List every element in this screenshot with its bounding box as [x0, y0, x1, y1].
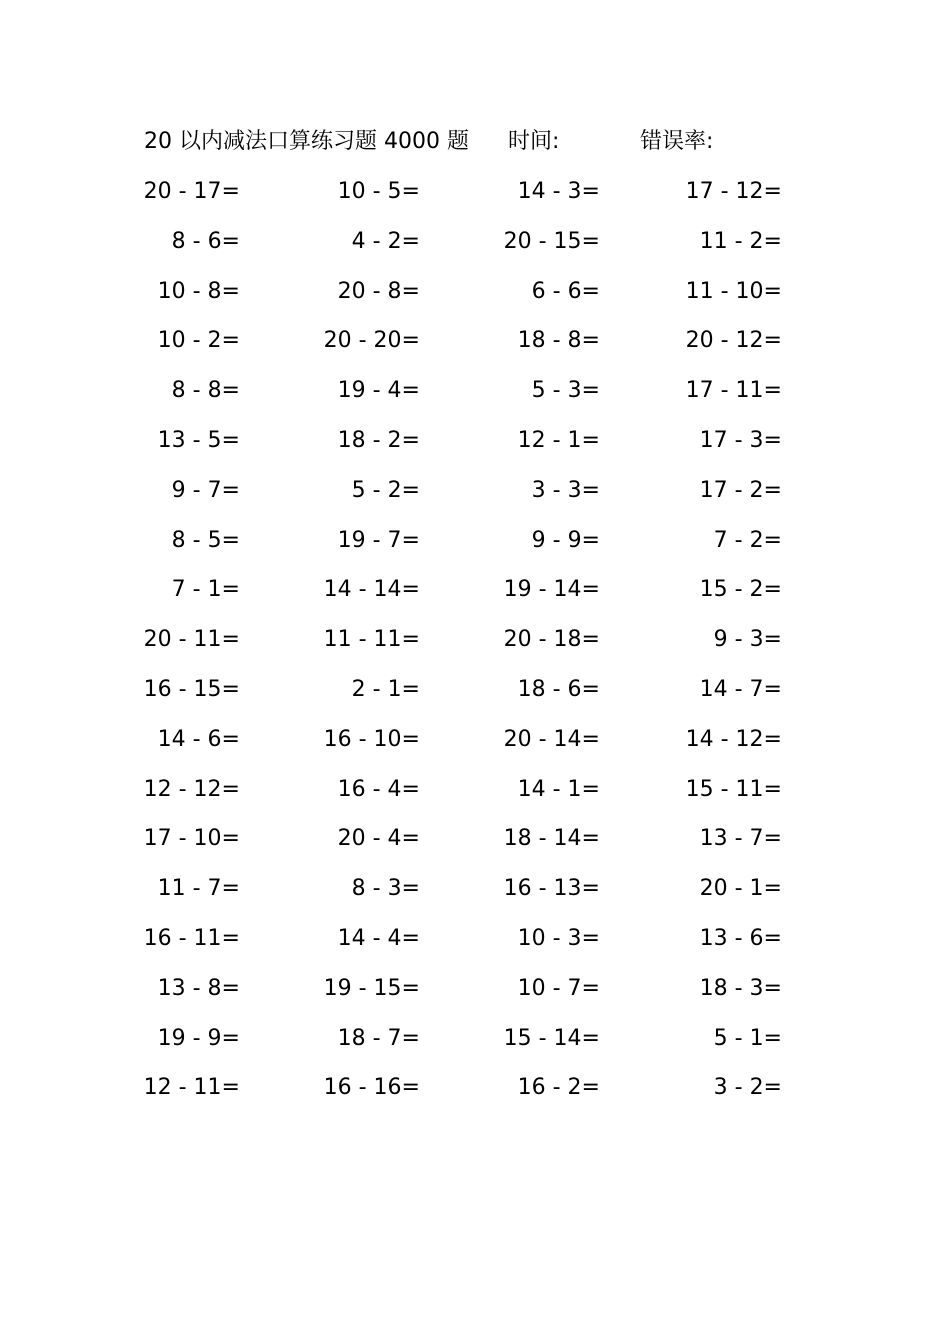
- problem-item: 10 - 7=: [517, 975, 600, 1001]
- problem-item: 19 - 4=: [337, 378, 420, 404]
- problem-item: 17 - 3=: [699, 427, 782, 453]
- problem-item: 16 - 11=: [143, 925, 240, 951]
- problem-item: 18 - 3=: [699, 975, 782, 1001]
- problem-item: 3 - 3=: [531, 477, 600, 503]
- problem-item: 14 - 4=: [337, 925, 420, 951]
- problem-item: 3 - 2=: [713, 1075, 782, 1101]
- problem-row: [0, 521, 950, 571]
- problem-item: 20 - 1=: [699, 876, 782, 902]
- problem-item: 11 - 2=: [699, 228, 782, 254]
- problem-item: 7 - 2=: [713, 527, 782, 553]
- problem-item: 13 - 7=: [699, 826, 782, 852]
- problem-item: 10 - 3=: [517, 925, 600, 951]
- problem-item: 16 - 2=: [517, 1075, 600, 1101]
- problem-item: 10 - 5=: [337, 179, 420, 204]
- problem-item: 15 - 2=: [699, 577, 782, 603]
- problem-row: [0, 720, 950, 770]
- problem-item: 19 - 7=: [337, 527, 420, 553]
- problem-item: 2 - 1=: [351, 676, 420, 702]
- problem-row: [0, 471, 950, 521]
- problem-item: 17 - 11=: [685, 378, 782, 404]
- problem-row: [0, 620, 950, 670]
- problem-row: [0, 770, 950, 820]
- problem-item: 15 - 14=: [503, 1025, 600, 1051]
- problem-row: [0, 1019, 950, 1069]
- problem-item: 12 - 1=: [517, 427, 600, 453]
- worksheet-title: 20 以内减法口算练习题 4000 题: [144, 129, 469, 154]
- problem-item: 11 - 11=: [323, 627, 420, 653]
- problem-item: 7 - 1=: [171, 577, 240, 603]
- problem-item: 8 - 8=: [171, 378, 240, 404]
- problem-item: 20 - 18=: [503, 627, 600, 653]
- problem-item: 14 - 1=: [517, 776, 600, 802]
- problem-item: 8 - 5=: [171, 527, 240, 553]
- problem-item: 20 - 14=: [503, 726, 600, 752]
- problem-item: 20 - 11=: [143, 627, 240, 653]
- problem-row: [0, 969, 950, 1019]
- problem-row: [0, 172, 950, 222]
- problem-item: 9 - 7=: [171, 477, 240, 503]
- problem-item: 9 - 3=: [713, 627, 782, 653]
- problem-item: 18 - 7=: [337, 1025, 420, 1051]
- problem-item: 14 - 7=: [699, 676, 782, 702]
- problem-row: [0, 1068, 950, 1118]
- problem-item: 11 - 7=: [157, 876, 240, 902]
- problem-item: 5 - 1=: [713, 1025, 782, 1051]
- problem-item: 11 - 10=: [685, 278, 782, 304]
- problem-item: 19 - 14=: [503, 577, 600, 603]
- problem-item: 14 - 3=: [517, 179, 600, 204]
- problem-item: 13 - 8=: [157, 975, 240, 1001]
- problem-item: 12 - 11=: [143, 1075, 240, 1101]
- problem-item: 13 - 6=: [699, 925, 782, 951]
- problem-row: [0, 222, 950, 272]
- problem-item: 16 - 10=: [323, 726, 420, 752]
- problem-row: [0, 272, 950, 322]
- problem-item: 10 - 8=: [157, 278, 240, 304]
- problem-item: 20 - 17=: [143, 179, 240, 204]
- problem-item: 20 - 8=: [337, 278, 420, 304]
- problem-item: 20 - 12=: [685, 328, 782, 354]
- problem-item: 18 - 2=: [337, 427, 420, 453]
- problem-item: 17 - 10=: [143, 826, 240, 852]
- problem-row: [0, 919, 950, 969]
- problem-item: 6 - 6=: [531, 278, 600, 304]
- problem-item: 18 - 14=: [503, 826, 600, 852]
- problem-row: [0, 421, 950, 471]
- problem-item: 20 - 20=: [323, 328, 420, 354]
- problem-item: 17 - 2=: [699, 477, 782, 503]
- problem-item: 16 - 16=: [323, 1075, 420, 1101]
- error-rate-label: 错误率:: [640, 129, 714, 154]
- problem-item: 10 - 2=: [157, 328, 240, 354]
- worksheet-header: [144, 124, 844, 160]
- problem-item: 14 - 12=: [685, 726, 782, 752]
- problem-row: [0, 670, 950, 720]
- problem-item: 17 - 12=: [685, 179, 782, 204]
- problem-item: 20 - 4=: [337, 826, 420, 852]
- problem-item: 19 - 15=: [323, 975, 420, 1001]
- problem-item: 12 - 12=: [143, 776, 240, 802]
- problem-item: 8 - 3=: [351, 876, 420, 902]
- time-label: 时间:: [508, 129, 560, 154]
- problem-row: [0, 570, 950, 620]
- problem-row: [0, 819, 950, 869]
- problem-item: 5 - 2=: [351, 477, 420, 503]
- problem-row: [0, 321, 950, 371]
- problem-item: 16 - 4=: [337, 776, 420, 802]
- problem-grid: [0, 172, 950, 1118]
- problem-item: 14 - 14=: [323, 577, 420, 603]
- problem-item: 9 - 9=: [531, 527, 600, 553]
- problem-item: 5 - 3=: [531, 378, 600, 404]
- problem-item: 19 - 9=: [157, 1025, 240, 1051]
- problem-row: [0, 371, 950, 421]
- problem-item: 13 - 5=: [157, 427, 240, 453]
- problem-item: 15 - 11=: [685, 776, 782, 802]
- problem-item: 16 - 15=: [143, 676, 240, 702]
- problem-row: [0, 869, 950, 919]
- problem-item: 18 - 6=: [517, 676, 600, 702]
- problem-item: 8 - 6=: [171, 228, 240, 254]
- problem-item: 18 - 8=: [517, 328, 600, 354]
- problem-item: 16 - 13=: [503, 876, 600, 902]
- problem-item: 20 - 15=: [503, 228, 600, 254]
- problem-item: 4 - 2=: [351, 228, 420, 254]
- problem-item: 14 - 6=: [157, 726, 240, 752]
